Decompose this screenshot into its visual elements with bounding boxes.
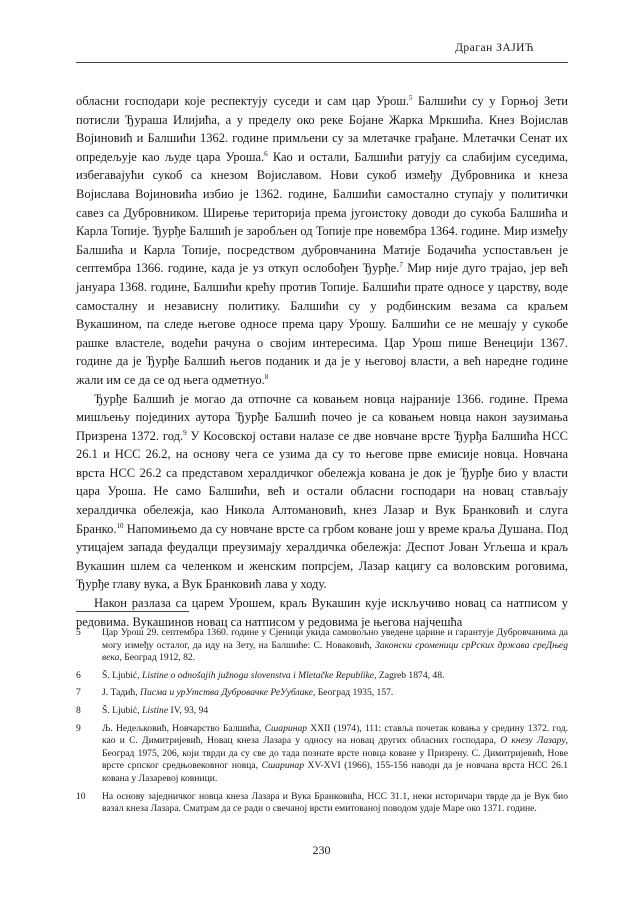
text-run: Цар Урош 29. септембра 1360. године у Сјеници укида самовољно уведене царине и гарантује Дубровчанима да могу између осталог, да иду на Зету, на Балшиће: С. Новаковић, [102,627,568,651]
footnote [76,705,568,718]
text-run: обласни господари које респектују суседи и сам цар Урош. [76,94,409,108]
text-run: Š. Ljubić, [102,704,142,716]
italic-text: О кнезу Лазару [500,735,566,747]
footnote-text [102,705,568,718]
header-rule [76,62,568,63]
text-run: IV, 93, 94 [168,704,209,716]
footnote [76,670,568,683]
footnote-separator [76,611,189,612]
text-run: , Београд 1935, 157. [312,687,394,699]
footnote-number: 8 [76,704,81,716]
footnote-number: 6 [76,669,81,681]
footnote-reference: 6 [264,149,268,158]
body-paragraph [76,92,568,390]
footnote-text [102,723,568,786]
footnote-number: 9 [76,722,81,734]
footnotes [76,627,568,821]
footnote-reference: 10 [116,521,124,530]
text-run: XV-XVI (1966), 155-156 наводи да је новчана врста НСС 26.1 кована у Лазаревој ковници. [102,760,569,784]
footnote [76,687,568,700]
body-text [76,92,568,631]
text-run: Напомињемо да су новчане врсте са грбом коване још у време краља Душана. Под утицајем запада феудалци преузимају хералдичка обележја: Деспот Јован Угљеша и краљ Вукашин шлем са челенком и женским попрсјем, Лазар кацигу са воловским роговима, Ђурђе главу вука, а Вук Бранковић лава у ходу. [76,521,568,592]
footnote-text [102,687,568,700]
footnote [76,723,568,786]
footnote [76,627,568,665]
italic-text: Listine [141,704,169,716]
text-run: На основу заједничког новца кнеза Лазара и Вука Бранковића, НСС 31.1, неки историчари тврде да је Вук био вазал кнеза Лазара. Сматрам да се ради о свечаној врсти емитованој поводом удаје Маре око 1371. године. [102,790,568,815]
footnote-reference: 7 [399,261,403,270]
footnote-reference: 9 [183,428,187,437]
text-run: , Zagreb 1874, 48. [374,669,445,681]
italic-text: Listine o odnošajih južnoga slovenstva i Mletačke Republike [141,669,375,681]
footnote-text [102,627,568,665]
italic-text: Писма и урУтства Дубровачке РеУублике [140,687,313,699]
italic-text: Законски сроменици срРских држава среДњеg века [102,639,568,664]
footnote-number: 5 [76,627,81,638]
footnote-text [102,791,568,816]
text-run: Балшићи су у Горњој Зети потисли Ђураша Илијића, а у пределу око реке Бојане Жарка Мркшића. Кнез Војислав Војиновић и Балшићи 1362. године примљени су за млетачке грађане. Млетачки Сенат их опредељује као људе цара Уроша. [76,94,568,164]
footnote-reference: 5 [408,93,413,102]
footnote-reference: 8 [264,372,269,381]
body-paragraph [76,390,568,595]
text-run: Љ. Недељковић, Новчарство Балшића, [102,722,265,734]
running-header: Драган ЗАЈИЋ [455,42,534,54]
body-paragraph [76,594,568,631]
page-number: 230 [312,843,331,857]
footnote-text [102,670,568,683]
text-run: , Београд 1975, 206, који тврди да су све до тада познате врсте новца коване у Призрену. С. Димитријевић, Нове врсте српског средњовековног новца, [102,735,568,772]
footnote-number: 10 [76,790,86,802]
text-run: Ј. Тадић, [102,687,141,699]
italic-text: Сшаринар [264,722,308,734]
text-run: XXII (1974), 111: ставља почетак ковања у средину 1372. год. као и С. Димитријевић, Новац кнеза Лазара у односу на новац других обласних господара, [102,722,568,747]
text-run: Š. Ljubić, [102,669,142,681]
text-run: Након разлаза са царем Урошем, краљ Вукашин кује искључиво новац са натписом у редовима. Вукашинов новац са натписом у редовима је његова најчешћа [76,596,568,629]
footnote [76,791,568,816]
text-run: Мир није дуго трајао, јер већ јануара 1368. године, Балшићи крећу против Топије. Балшићи прате односе у царству, воде самосталну и независну политику. Балшићи су у родбинским везама са краљем Вукашином, па следе његове односе према цару Урошу. Балшићи се не мешају у сукобе рашке властеле, водећи рачуна о својим интересима. Цар Урош пише Венецији 1367. године да је Ђурђе Балшић његов поданик и да је у његовој власти, а већ наредне године жали им се да се од њега одметнуо. [76,261,568,387]
footnote-number: 7 [76,687,81,699]
text-run: Ђурђе Балшић је могао да отпочне са ковањем новца најраније 1366. године. Према мишљењу појединих аутора Ђурђе Балшић почео је са ковањем новца након заузимања Призрена 1372. год. [76,391,568,443]
italic-text: Сшаринар [261,760,304,772]
text-run: Као и остали, Балшићи ратују са слабијим суседима, избегавајући сукоб са кнезом Војиславом. Нови сукоб између Дубровника и кнеза Војислава Војиновића избио је 1362. године, Балшићи самостално ступају у политички савез са Дубровником. Ширење територија према југоистоку доводи до сукоба Балшића и Карла Топије. Ђурђе Балшић је заробљен од Топије пре новембра 1364. године. Мир између Балшића и Карла Топије, посредством дубровчанина Матије Бодачића успостављен је септембра 1366. године, када је уз откуп ослобођен Ђурђе. [76,149,568,276]
text-run: , Београд 1912, 82. [119,652,196,664]
text-run: У Косовској остави налазе се две новчане врсте Ђурђа Балшића НСС 26.1 и НСС 26.2, на основу чега се узима да су то његове прве емисије новца. Новчана врста НСС 26.2 са представом хералдичког обележја кована је док је Ђурђе био у власти цара Уроша. Не само Балшићи, већ и остали обласни господари на новац стављају хералдичка обележја, као Никола Алтомановић, кнез Лазар и Вук Бранковић и слуга Бранко. [76,428,568,536]
